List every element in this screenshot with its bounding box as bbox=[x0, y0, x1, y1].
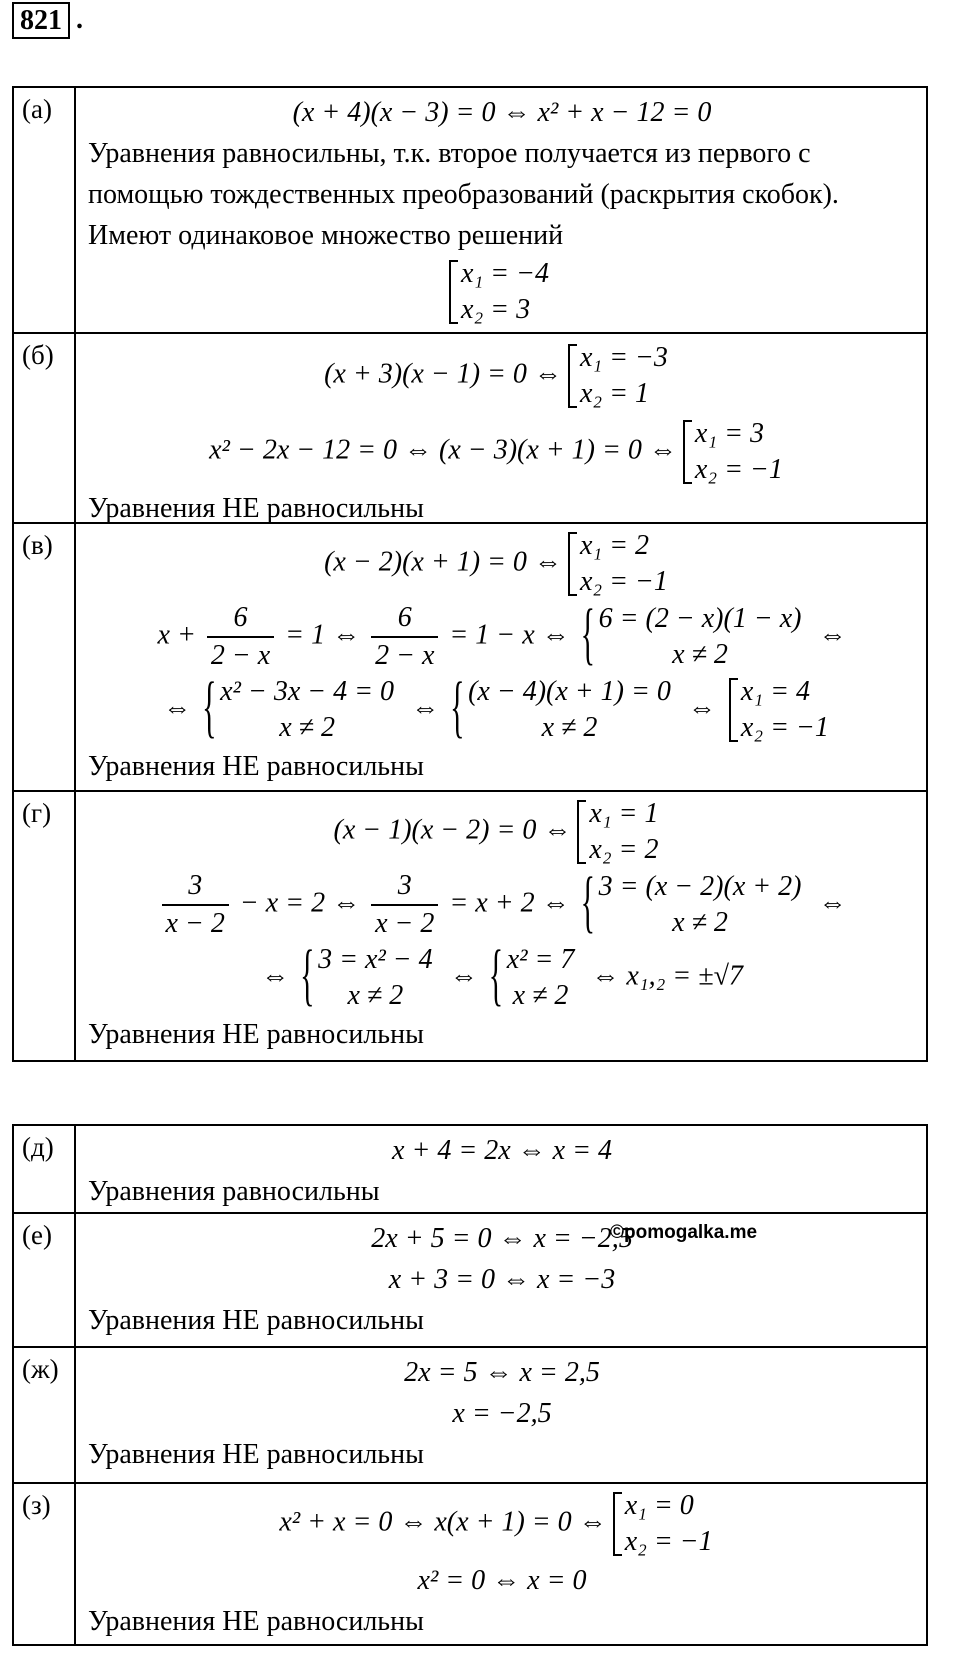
equation-part: ⇔ bbox=[687, 692, 716, 724]
problem-number-dot: . bbox=[76, 4, 83, 35]
equation-part: ⇔ bbox=[449, 960, 478, 992]
system-eq: x ≠ 2 bbox=[672, 639, 728, 670]
conclusion-text: Уравнения НЕ равносильны bbox=[88, 1439, 424, 1470]
row-label: (г) bbox=[14, 792, 76, 1060]
system-eq: x ≠ 2 bbox=[672, 907, 728, 938]
fraction bbox=[371, 600, 438, 674]
equation-part: ⇔ bbox=[163, 692, 192, 724]
row-label: (е) bbox=[14, 1214, 76, 1346]
root: x₂ = −1 bbox=[694, 454, 783, 485]
conclusion-text: Уравнения НЕ равносильны bbox=[88, 1606, 424, 1637]
equation: x² = 0 ⇔ x = 0 bbox=[417, 1565, 587, 1596]
numerator: 6 bbox=[397, 602, 412, 633]
roots-set bbox=[681, 416, 791, 488]
row-label: (в) bbox=[14, 524, 76, 790]
roots-set bbox=[566, 528, 676, 600]
row-g bbox=[14, 792, 926, 1062]
root: x₂ = −1 bbox=[579, 566, 668, 597]
numerator: 6 bbox=[233, 602, 248, 633]
conclusion-text: Уравнения НЕ равносильны bbox=[88, 1019, 424, 1050]
roots-set bbox=[727, 674, 837, 746]
root: x₂ = 3 bbox=[461, 294, 531, 325]
explanation-text: Уравнения равносильны, т.к. второе получается из первого с помощью тождественных преобразований (раскрытия скобок). Имеют одинаковое множество решений bbox=[88, 138, 839, 251]
system bbox=[300, 942, 439, 1014]
root: x₂ = −1 bbox=[624, 1526, 713, 1557]
conclusion-text: Уравнения равносильны bbox=[88, 1176, 380, 1207]
equation-part: ⇔ bbox=[411, 692, 440, 724]
fraction bbox=[207, 600, 274, 674]
roots-set bbox=[447, 256, 557, 328]
system-eq: x ≠ 2 bbox=[512, 980, 569, 1011]
equation-part: = 1 − x ⇔ bbox=[449, 619, 570, 651]
system-eq: { x² − 3x − 4 = 0 bbox=[220, 676, 395, 707]
equation: x + 3 = 0 ⇔ x = −3 bbox=[388, 1264, 616, 1295]
fraction bbox=[371, 868, 438, 942]
solution-table-1 bbox=[12, 86, 928, 1062]
row-label: (з) bbox=[14, 1484, 76, 1644]
system-eq: { (x − 4)(x + 1) = 0 bbox=[468, 676, 671, 707]
row-e bbox=[14, 1214, 926, 1348]
system bbox=[581, 869, 808, 941]
equation: x = −2,5 bbox=[452, 1398, 552, 1429]
roots-set bbox=[566, 340, 676, 412]
denominator: x − 2 bbox=[162, 904, 229, 942]
fraction bbox=[162, 868, 229, 942]
root: x₁ = 3 bbox=[694, 418, 764, 449]
root: x₁ = 0 bbox=[624, 1490, 694, 1521]
system bbox=[581, 601, 808, 673]
watermark: ©pomogalka.me bbox=[610, 1222, 758, 1243]
equation: (x − 1)(x − 2) = 0 ⇔ bbox=[333, 814, 572, 846]
row-label: (д) bbox=[14, 1126, 76, 1212]
numerator: 3 bbox=[397, 870, 412, 901]
equation-part: x + bbox=[157, 619, 196, 651]
conclusion-text: Уравнения НЕ равносильны bbox=[88, 493, 424, 524]
root: x₁ = −4 bbox=[461, 258, 549, 289]
equation-part: = x + 2 ⇔ bbox=[449, 887, 570, 919]
root: x₂ = −1 bbox=[740, 712, 829, 743]
equation: 2x = 5 ⇔ x = 2,5 bbox=[404, 1357, 600, 1388]
equation: x² − 2x − 12 = 0 ⇔ (x − 3)(x + 1) = 0 ⇔ bbox=[209, 434, 677, 466]
solution-table-2 bbox=[12, 1124, 928, 1646]
system-eq: { 3 = x² − 4 bbox=[318, 944, 433, 975]
row-d bbox=[14, 1126, 926, 1214]
row-zh bbox=[14, 1348, 926, 1484]
equation-part: ⇔ bbox=[818, 887, 847, 919]
denominator: x − 2 bbox=[371, 904, 438, 942]
row-b bbox=[14, 334, 926, 524]
conclusion-text: Уравнения НЕ равносильны bbox=[88, 1305, 424, 1336]
root: x₁ = −3 bbox=[579, 342, 668, 373]
system-eq: { 3 = (x − 2)(x + 2) bbox=[598, 871, 802, 902]
equation-part: ⇔ bbox=[818, 619, 847, 651]
row-a bbox=[14, 88, 926, 334]
conclusion-text: Уравнения НЕ равносильны bbox=[88, 751, 424, 782]
equation-part: − x = 2 ⇔ bbox=[239, 887, 361, 919]
row-z bbox=[14, 1484, 926, 1646]
equation: x + 4 = 2x ⇔ x = 4 bbox=[392, 1135, 612, 1166]
equation: (x + 4)(x − 3) = 0 ⇔ x² + x − 12 = 0 bbox=[292, 97, 712, 128]
denominator: 2 − x bbox=[207, 636, 274, 674]
equation-part: = 1 ⇔ bbox=[285, 619, 361, 651]
system bbox=[202, 674, 400, 746]
row-v bbox=[14, 524, 926, 792]
system-eq: x ≠ 2 bbox=[279, 712, 335, 743]
equation: (x + 3)(x − 1) = 0 ⇔ bbox=[324, 358, 562, 390]
system-eq: x ≠ 2 bbox=[347, 980, 404, 1011]
roots-set bbox=[575, 796, 666, 868]
system-eq: { 6 = (2 − x)(1 − x) bbox=[598, 603, 802, 634]
root: x₁ = 1 bbox=[589, 798, 659, 829]
row-label: (ж) bbox=[14, 1348, 76, 1482]
equation: 2x + 5 = 0 ⇔ x = −2,5 bbox=[371, 1223, 633, 1254]
roots-set bbox=[611, 1488, 721, 1560]
root: x₁ = 4 bbox=[740, 676, 810, 707]
equation-part: ⇔ x₁,₂ = ±√7 bbox=[591, 960, 743, 992]
system bbox=[489, 942, 581, 1014]
problem-number: 821 bbox=[12, 2, 70, 39]
denominator: 2 − x bbox=[371, 636, 438, 674]
equation: (x − 2)(x + 1) = 0 ⇔ bbox=[324, 546, 562, 578]
equation: x² + x = 0 ⇔ x(x + 1) = 0 ⇔ bbox=[279, 1506, 607, 1538]
system bbox=[450, 674, 677, 746]
numerator: 3 bbox=[188, 870, 203, 901]
row-label: (б) bbox=[14, 334, 76, 522]
row-label: (а) bbox=[14, 88, 76, 332]
equation-part: ⇔ bbox=[261, 960, 290, 992]
system-eq: { x² = 7 bbox=[506, 944, 575, 975]
root: x₁ = 2 bbox=[579, 530, 649, 561]
root: x₂ = 2 bbox=[589, 834, 659, 865]
system-eq: x ≠ 2 bbox=[541, 712, 598, 743]
root: x₂ = 1 bbox=[579, 378, 649, 409]
